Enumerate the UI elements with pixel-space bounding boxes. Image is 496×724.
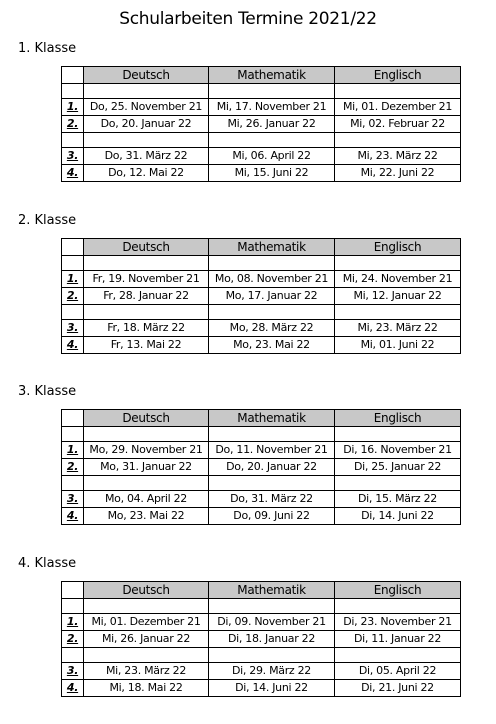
- table-row: [62, 148, 461, 165]
- exam-table: [61, 581, 461, 697]
- date-cell: Mo, 23. Mai 22: [209, 337, 335, 354]
- subject-header-englisch: Englisch: [335, 239, 461, 256]
- date-cell: Mo, 17. Januar 22: [209, 288, 335, 305]
- date-cell: Mi, 24. November 21: [335, 271, 461, 288]
- date-cell: Do, 31. März 22: [209, 491, 335, 508]
- subject-header-deutsch: Deutsch: [84, 410, 209, 427]
- date-cell: Mi, 17. November 21: [209, 99, 335, 116]
- corner-cell: [62, 67, 84, 84]
- subject-header-deutsch: Deutsch: [84, 239, 209, 256]
- exam-number: 4.: [62, 165, 84, 182]
- spacer-row: [62, 427, 461, 442]
- spacer-row: [62, 84, 461, 99]
- subject-header-mathematik: Mathematik: [209, 582, 335, 599]
- class-heading: 3. Klasse: [18, 384, 77, 399]
- date-cell: Do, 20. Januar 22: [84, 116, 209, 133]
- table-header-row: [62, 239, 461, 256]
- date-cell: Di, 11. Januar 22: [335, 631, 461, 648]
- spacer-row: [62, 133, 461, 148]
- date-cell: Mo, 04. April 22: [84, 491, 209, 508]
- date-cell: Mi, 12. Januar 22: [335, 288, 461, 305]
- date-cell: Mi, 22. Juni 22: [335, 165, 461, 182]
- table-row: [62, 459, 461, 476]
- exam-number: 2.: [62, 631, 84, 648]
- corner-cell: [62, 239, 84, 256]
- date-cell: Do, 11. November 21: [209, 442, 335, 459]
- date-cell: Mi, 23. März 22: [335, 148, 461, 165]
- spacer-row: [62, 599, 461, 614]
- exam-number: 4.: [62, 508, 84, 525]
- exam-number: 1.: [62, 271, 84, 288]
- table-row: [62, 631, 461, 648]
- exam-number: 3.: [62, 491, 84, 508]
- exam-number: 4.: [62, 337, 84, 354]
- table-header-row: [62, 410, 461, 427]
- date-cell: Do, 12. Mai 22: [84, 165, 209, 182]
- spacer-row: [62, 305, 461, 320]
- subject-header-deutsch: Deutsch: [84, 67, 209, 84]
- date-cell: Di, 25. Januar 22: [335, 459, 461, 476]
- date-cell: Di, 14. Juni 22: [209, 680, 335, 697]
- date-cell: Mi, 23. März 22: [335, 320, 461, 337]
- exam-number: 2.: [62, 288, 84, 305]
- table-row: [62, 663, 461, 680]
- date-cell: Fr, 18. März 22: [84, 320, 209, 337]
- date-cell: Di, 15. März 22: [335, 491, 461, 508]
- table-header-row: [62, 582, 461, 599]
- date-cell: Di, 09. November 21: [209, 614, 335, 631]
- subject-header-mathematik: Mathematik: [209, 239, 335, 256]
- exam-table: [61, 409, 461, 525]
- date-cell: Do, 20. Januar 22: [209, 459, 335, 476]
- date-cell: Di, 14. Juni 22: [335, 508, 461, 525]
- exam-number: 2.: [62, 459, 84, 476]
- date-cell: Do, 09. Juni 22: [209, 508, 335, 525]
- exam-number: 4.: [62, 680, 84, 697]
- spacer-row: [62, 648, 461, 663]
- table-row: [62, 337, 461, 354]
- class-heading: 1. Klasse: [18, 41, 77, 56]
- date-cell: Mo, 29. November 21: [84, 442, 209, 459]
- date-cell: Mo, 23. Mai 22: [84, 508, 209, 525]
- table-row: [62, 288, 461, 305]
- date-cell: Mi, 02. Februar 22: [335, 116, 461, 133]
- table-row: [62, 116, 461, 133]
- date-cell: Mi, 06. April 22: [209, 148, 335, 165]
- date-cell: Di, 18. Januar 22: [209, 631, 335, 648]
- date-cell: Di, 05. April 22: [335, 663, 461, 680]
- date-cell: Mi, 26. Januar 22: [209, 116, 335, 133]
- date-cell: Mi, 23. März 22: [84, 663, 209, 680]
- date-cell: Do, 31. März 22: [84, 148, 209, 165]
- date-cell: Do, 25. November 21: [84, 99, 209, 116]
- subject-header-mathematik: Mathematik: [209, 67, 335, 84]
- date-cell: Fr, 19. November 21: [84, 271, 209, 288]
- table-row: [62, 614, 461, 631]
- table-row: [62, 320, 461, 337]
- corner-cell: [62, 582, 84, 599]
- table-row: [62, 680, 461, 697]
- date-cell: Di, 16. November 21: [335, 442, 461, 459]
- exam-number: 1.: [62, 614, 84, 631]
- table-row: [62, 508, 461, 525]
- date-cell: Mi, 15. Juni 22: [209, 165, 335, 182]
- date-cell: Mi, 26. Januar 22: [84, 631, 209, 648]
- exam-number: 3.: [62, 320, 84, 337]
- date-cell: Mi, 01. Dezember 21: [84, 614, 209, 631]
- exam-number: 3.: [62, 663, 84, 680]
- table-row: [62, 442, 461, 459]
- table-row: [62, 491, 461, 508]
- subject-header-englisch: Englisch: [335, 410, 461, 427]
- exam-table: [61, 238, 461, 354]
- date-cell: Di, 23. November 21: [335, 614, 461, 631]
- exam-number: 2.: [62, 116, 84, 133]
- spacer-row: [62, 476, 461, 491]
- date-cell: Mo, 28. März 22: [209, 320, 335, 337]
- spacer-row: [62, 256, 461, 271]
- date-cell: Mi, 01. Dezember 21: [335, 99, 461, 116]
- subject-header-englisch: Englisch: [335, 582, 461, 599]
- date-cell: Mi, 01. Juni 22: [335, 337, 461, 354]
- corner-cell: [62, 410, 84, 427]
- date-cell: Mo, 31. Januar 22: [84, 459, 209, 476]
- class-heading: 4. Klasse: [18, 556, 77, 571]
- date-cell: Fr, 28. Januar 22: [84, 288, 209, 305]
- table-row: [62, 165, 461, 182]
- date-cell: Fr, 13. Mai 22: [84, 337, 209, 354]
- date-cell: Mo, 08. November 21: [209, 271, 335, 288]
- exam-number: 1.: [62, 442, 84, 459]
- exam-table: [61, 66, 461, 182]
- exam-number: 3.: [62, 148, 84, 165]
- subject-header-englisch: Englisch: [335, 67, 461, 84]
- date-cell: Mi, 18. Mai 22: [84, 680, 209, 697]
- table-row: [62, 99, 461, 116]
- subject-header-deutsch: Deutsch: [84, 582, 209, 599]
- table-header-row: [62, 67, 461, 84]
- exam-number: 1.: [62, 99, 84, 116]
- table-row: [62, 271, 461, 288]
- page-title: Schularbeiten Termine 2021/22: [119, 9, 377, 29]
- class-heading: 2. Klasse: [18, 213, 77, 228]
- date-cell: Di, 21. Juni 22: [335, 680, 461, 697]
- subject-header-mathematik: Mathematik: [209, 410, 335, 427]
- date-cell: Di, 29. März 22: [209, 663, 335, 680]
